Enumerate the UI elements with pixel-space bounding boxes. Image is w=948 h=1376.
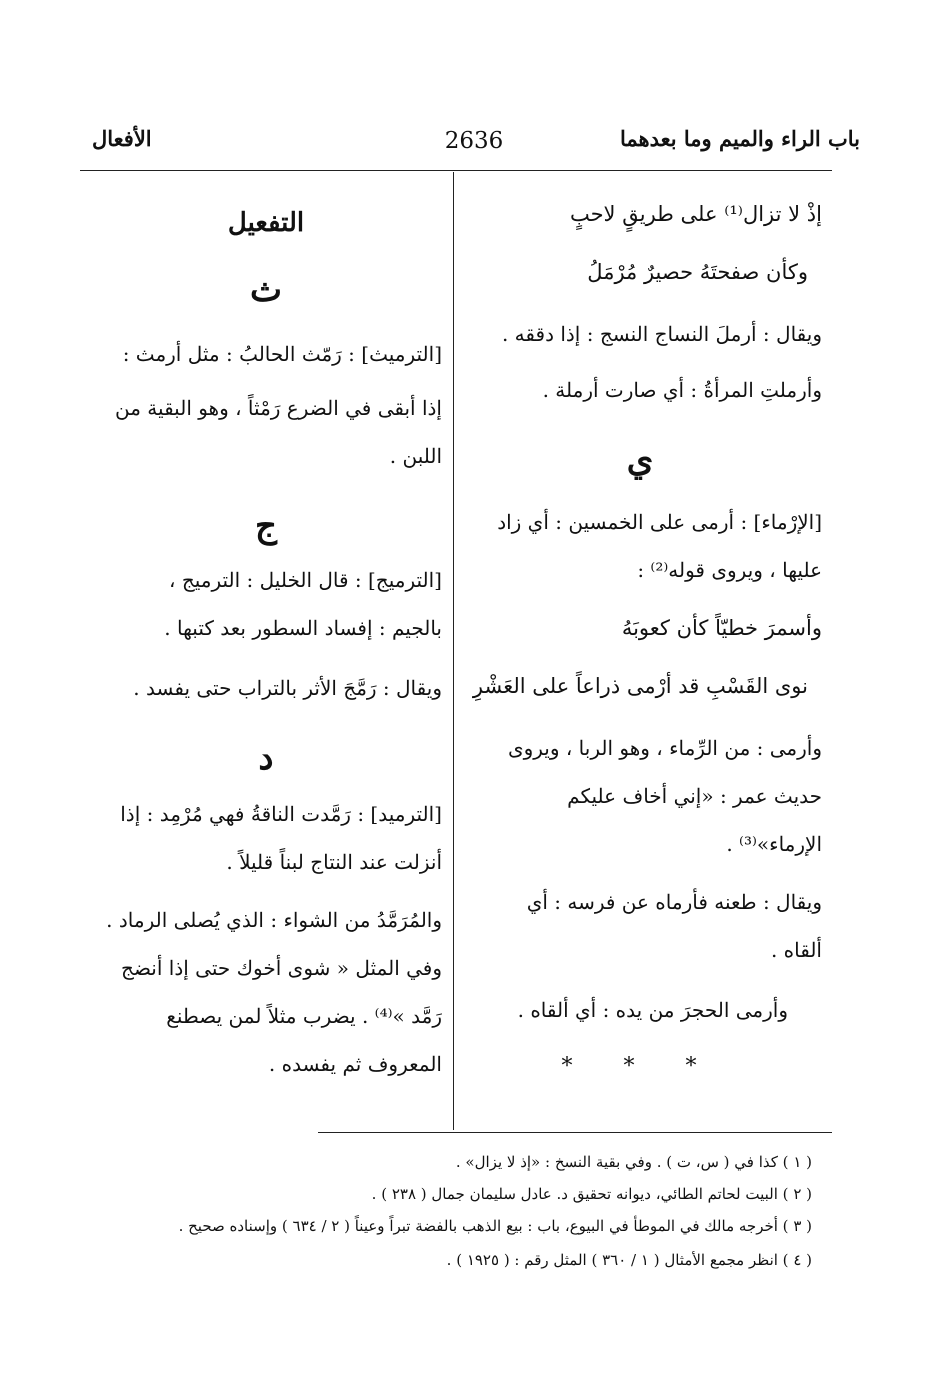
left-line-1: [الترميث] : رَمّث الحالبُ : مثل أرمث : <box>122 342 442 366</box>
left-letter-dal: د <box>258 738 274 778</box>
left-line-5: بالجيم : إفساد السطور بعد كتبها . <box>164 616 442 640</box>
right-line-4: وأرملتِ المرأةُ : أي صارت أرملة . <box>542 378 822 402</box>
left-line-3: اللبن . <box>389 444 442 468</box>
right-letter-ya: ي <box>626 440 654 480</box>
left-line-4: [الترميج] : قال الخليل : الترميج ، <box>169 568 442 592</box>
left-line-11: رَمَّد »⁽⁴⁾ . يضرب مثلاً لمن يصطنع <box>166 1004 442 1028</box>
footnote-3: ( ٣ ) أخرجه مالك في الموطأ في البيوع، باب : بيع الذهب بالفضة تبراً وعيناً ( ٢ / ٦٣٤ ) وإسناده صحيح . <box>178 1217 812 1235</box>
right-line-14: وأرمى الحجرَ من يده : أي ألقاه . <box>517 998 788 1022</box>
footnote-1: ( ١ ) كذا في ( س، ت ) . وفي بقية النسخ : «إذ لا يزال» . <box>455 1153 812 1171</box>
right-line-3: ويقال : أرملَ النساج النسج : إذا دققه . <box>501 322 822 346</box>
right-line-1: إذْ لا تزال⁽¹⁾ على طريقٍ لاحبٍ <box>569 202 822 226</box>
column-divider <box>453 172 454 1130</box>
right-line-2: وكأن صفحتَهُ حصيرٌ مُرْمَلُ <box>587 260 808 284</box>
left-line-6: ويقال : رَمَّجَ الأثر بالتراب حتى يفسد . <box>133 676 442 700</box>
left-section-title: التفعيل <box>227 208 305 238</box>
right-line-11: الإرماء»⁽³⁾ . <box>726 832 822 856</box>
right-line-7: وأسمرَ خطيّاً كأن كعوبَهُ <box>621 616 822 640</box>
right-line-6: عليها ، ويروى قوله⁽²⁾ : <box>637 558 822 582</box>
page-number: 2636 <box>444 128 504 154</box>
header-rule <box>80 170 832 171</box>
running-header-section: الأفعال <box>92 126 152 151</box>
footnote-rule <box>318 1132 832 1133</box>
running-header-title: باب الراء والميم وما بعدهما <box>619 126 860 151</box>
left-line-9: والمُرَمَّدُ من الشواء : الذي يُصلى الرماد . <box>106 908 442 932</box>
right-line-13: ألقاه . <box>770 938 822 962</box>
left-line-10: وفي المثل « شوى أخوك حتى إذا أنضج <box>121 956 442 980</box>
right-line-5: [الإرْماء] : أرمى على الخمسين : أي زاد <box>497 510 822 534</box>
left-line-2: إذا أبقى في الضرع رَمْثاً ، وهو البقية من <box>115 396 442 420</box>
left-line-8: أنزلت عند النتاج لبناً قليلاً . <box>226 850 442 874</box>
right-line-9: وأرمى : من الرِّماء ، وهو الربا ، ويروى <box>507 736 822 760</box>
left-letter-jim: ج <box>255 506 277 546</box>
right-line-8: نوى القَسْبِ قد أرْمى ذراعاً على العَشْرِ <box>472 674 808 698</box>
footnote-2: ( ٢ ) البيت لحاتم الطائي، ديوانه تحقيق د. عادل سليمان جمال ( ٢٣٨ ) . <box>371 1185 812 1203</box>
left-line-12: المعروف ثم يفسده . <box>268 1052 442 1076</box>
right-line-12: ويقال : طعنه فأرماه عن فرسه : أي <box>526 890 822 914</box>
left-line-7: [الترميد] : رَمَّدت الناقةُ فهي مُرْمِد : إذا <box>120 802 442 826</box>
left-letter-tha: ث <box>249 270 282 310</box>
right-line-10: حديث عمر : «إني أخاف عليكم <box>567 784 822 808</box>
footnote-4: ( ٤ ) انظر مجمع الأمثال ( ١ / ٣٦٠ ) المثل رقم : ( ١٩٢٥ ) . <box>446 1251 812 1269</box>
section-end-stars: * * * <box>561 1054 719 1079</box>
